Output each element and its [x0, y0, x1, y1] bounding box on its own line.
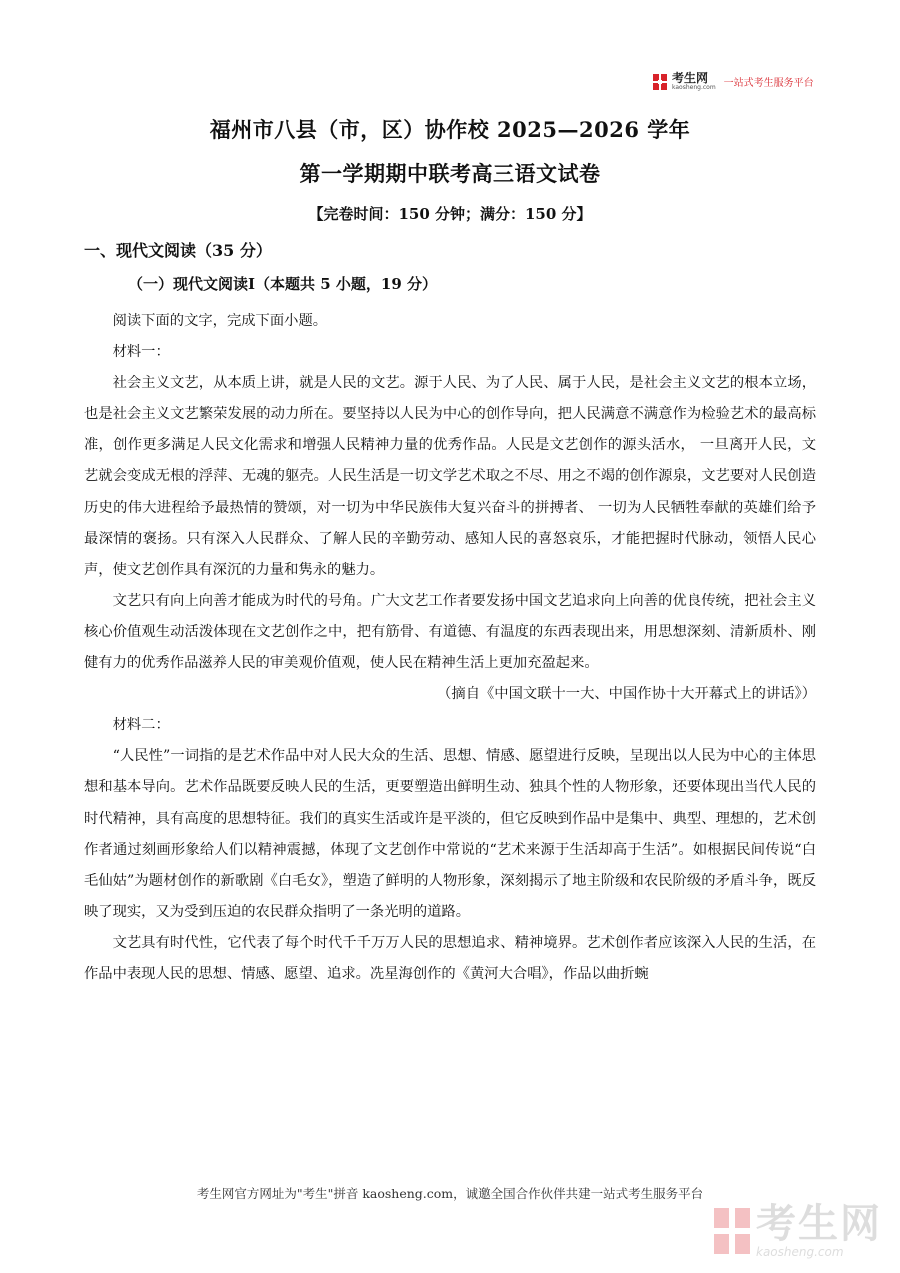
instruction: 阅读下面的文字，完成下面小题。 [112, 313, 328, 329]
material1-paragraph-1: 社会主义文艺，从本质上讲，就是人民的文艺。源于人民、为了人民、属于人民，是社会主义文艺的根本立场，也是社会主义文艺繁荣发展的动力所在。要坚持以人民为中心的创作导向，把人民满意不满意作为检验艺术的最高标准，创作更多满足人民文化需求和增强人民精神力量的优秀作品。人民是文艺创作的源头活水， 一旦离开人民，文艺就会变成无根的浮萍、无魂的躯壳。人民生活是一切文学艺术取之不尽、用之不竭的创作源泉，文艺要对人民创造历史的伟大进程给予最热情的赞颂，对一切为中华民族伟大复兴奋斗的拼搏者、 一切为人民牺牲奉献的英雄们给予最深情的褒扬。只有深入人民群众、了解人民的辛勤劳动、感知人民的喜怒哀乐，才能把握时代脉动，领悟人民心声，使文艺创作具有深沉的力量和隽永的魅力。 [84, 375, 816, 578]
watermark-logo-icon [712, 1206, 752, 1256]
site-logo [652, 72, 814, 91]
logo-slogan: 一站式考生服务平台 [723, 78, 814, 89]
page-footer: 考生网官方网址为"考生"拼音 kaosheng.com，诚邀全国合作伙伴共建一站式考生服务平台 [196, 1186, 704, 1201]
material2-paragraph-1: “人民性”一词指的是艺术作品中对人民大众的生活、思想、情感、愿望进行反映，呈现出以人民为中心的主体思想和基本导向。艺术作品既要反映人民的生活，更要塑造出鲜明生动、独具个性的人物形象，还要体现出当代人民的时代精神，具有高度的思想特征。我们的真实生活或许是平淡的，但它反映到作品中是集中、典型、理想的，艺术创作者通过刻画形象给人们以精神震撼，体现了文艺创作中常说的“艺术来源于生活却高于生活”。如根据民间传说“白毛仙姑”为题材创作的新歌剧《白毛女》，塑造了鲜明的人物形象，深刻揭示了地主阶级和农民阶级的矛盾斗争，既反映了现实，又为受到压迫的农民群众指明了一条光明的道路。 [84, 748, 816, 920]
material2-label: 材料二： [112, 717, 170, 734]
material1-paragraph-2: 文艺只有向上向善才能成为时代的号角。广大文艺工作者要发扬中国文艺追求向上向善的优良传统，把社会主义核心价值观生动活泼体现在文艺创作之中，把有筋骨、有道德、有温度的东西表现出来，用思想深刻、清新质朴、刚健有力的优秀作品滋养人民的审美观价值观，使人民在精神生活上更加充盈起来。 [84, 592, 816, 672]
material1-source: （摘自《中国文联十一大、中国作协十大开幕式上的讲话》） [437, 686, 816, 703]
exam-title-line2: 第一学期期中联考高三语文试卷 [299, 161, 601, 186]
material2-paragraph-2: 文艺具有时代性，它代表了每个时代千千万万人民的思想追求、精神境界。艺术创作者应该深入人民的生活，在作品中表现人民的思想、情感、愿望、追求。冼星海创作的《黄河大合唱》，作品以曲折蜿 [84, 934, 816, 982]
subsection-heading: （一）现代文阅读Ⅰ（本题共 5 小题，19 分） [128, 275, 437, 293]
logo-mark-icon [652, 73, 668, 91]
watermark-url: kaosheng.com [756, 1245, 844, 1259]
section-heading: 一、现代文阅读（35 分） [84, 241, 272, 260]
logo-name: 考生网 [672, 71, 709, 85]
exam-title-line1: 福州市八县（市，区）协作校 2025—2026 学年 [209, 117, 691, 142]
material1-label: 材料一： [112, 344, 170, 361]
reading-passage [84, 306, 816, 990]
logo-url: kaosheng.com [672, 84, 716, 91]
watermark-name: 考生网 [756, 1201, 882, 1247]
exam-meta: 【完卷时间：150 分钟；满分：150 分】 [308, 205, 592, 223]
watermark [712, 1201, 882, 1259]
